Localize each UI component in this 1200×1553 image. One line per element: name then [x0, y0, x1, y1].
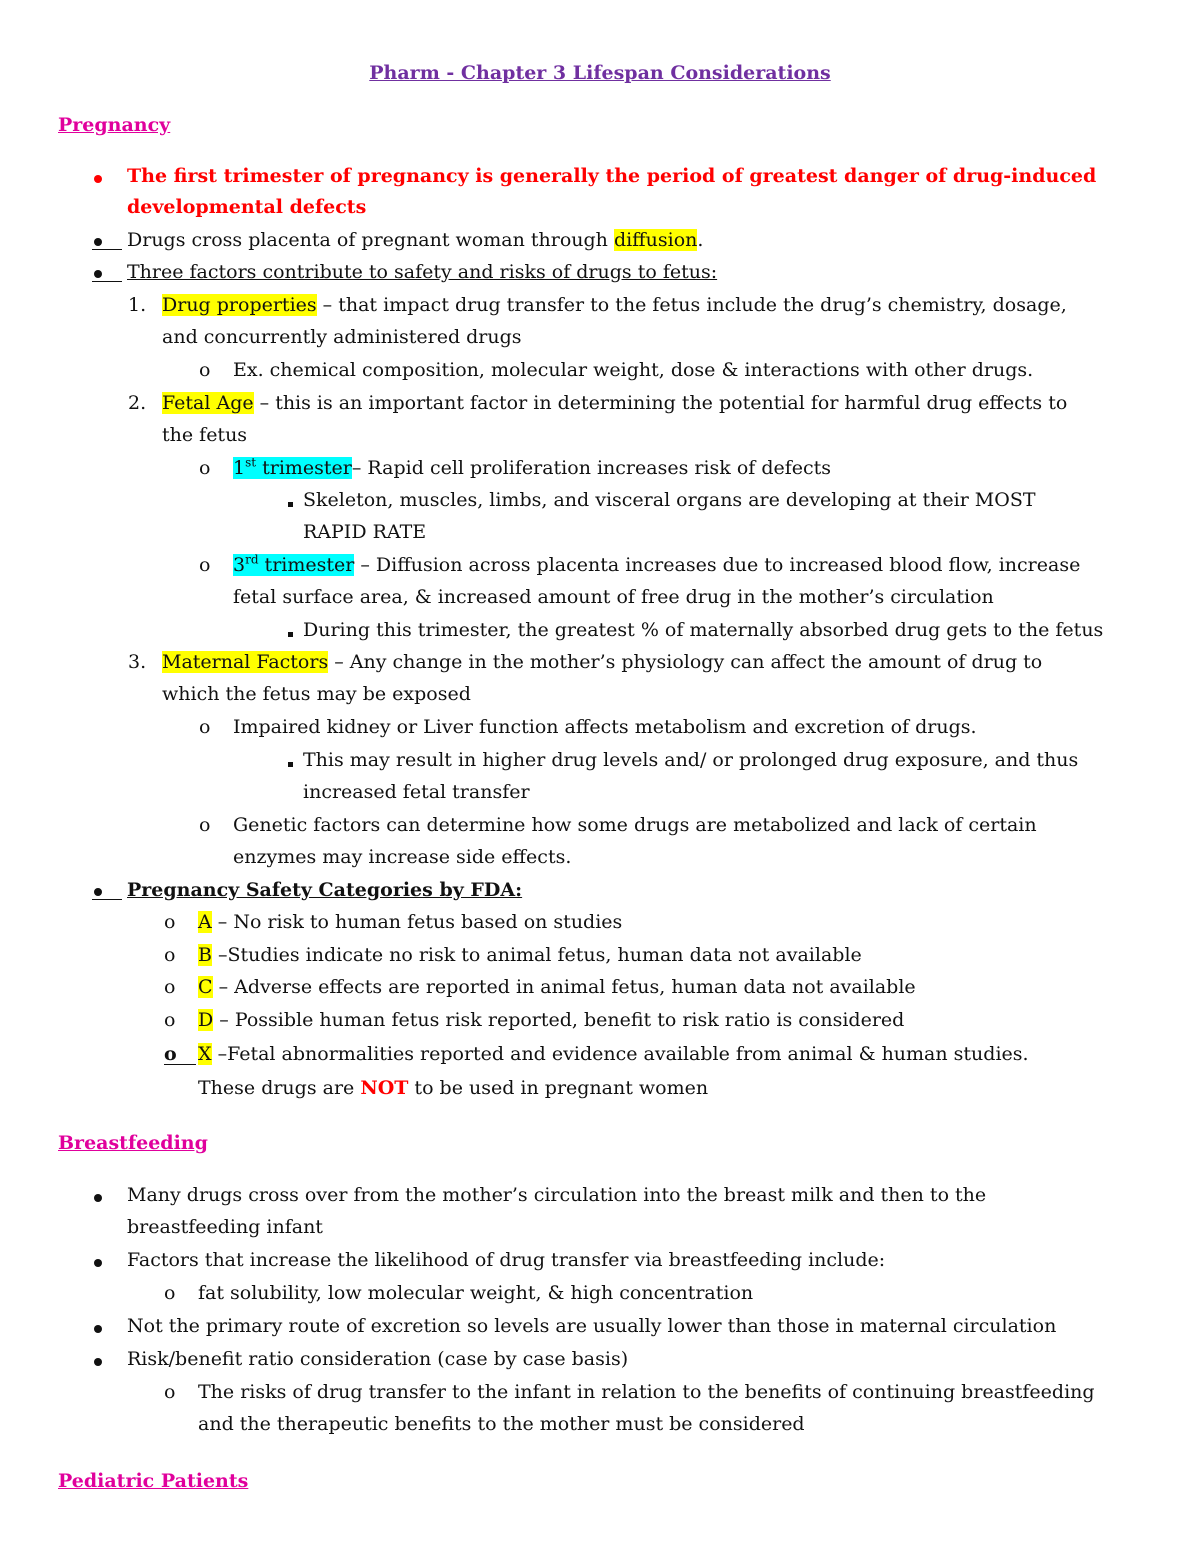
section-heading-pediatric: Pediatric Patients: [58, 1470, 249, 1492]
category-a: A – No risk to human fetus based on studies: [198, 911, 623, 933]
bullet-marker: [92, 227, 122, 250]
sub-item-first-trimester: 1st trimester– Rapid cell proliferation increases risk of defects: [233, 455, 832, 479]
bullet-first-trimester-line2: developmental defects: [127, 196, 367, 218]
list-number: 3.: [128, 651, 147, 673]
sub-marker: o: [199, 716, 211, 738]
fda-categories-heading: Pregnancy Safety Categories by FDA:: [127, 879, 523, 901]
sub-marker: o: [164, 1282, 176, 1304]
sub-item-third-trimester-line1: 3rd trimester – Diffusion across placenta increases due to increased blood flow, increase: [233, 552, 1081, 576]
category-c: C – Adverse effects are reported in animal fetus, human data not available: [198, 976, 916, 998]
sub-item-kidney-liver: Impaired kidney or Liver function affects metabolism and excretion of drugs.: [233, 716, 977, 738]
item-fetal-age-line2: the fetus: [162, 424, 248, 446]
item-drug-properties-line2: and concurrently administered drugs: [162, 326, 522, 348]
sub-marker: o: [199, 554, 211, 576]
category-b: B –Studies indicate no risk to animal fetus, human data not available: [198, 944, 862, 966]
bullet-marker: [94, 1313, 102, 1341]
section-heading-breastfeeding: Breastfeeding: [58, 1132, 208, 1154]
sub-item-genetic-factors-line1: Genetic factors can determine how some drugs are metabolized and lack of certain: [233, 814, 1037, 836]
list-number: 1.: [128, 294, 147, 316]
bf-sub-fat-solubility: fat solubility, low molecular weight, & high concentration: [198, 1282, 754, 1304]
bullet-marker: [94, 1182, 102, 1210]
item-maternal-factors-line1: Maternal Factors – Any change in the mother’s physiology can affect the amount of drug to: [162, 651, 1043, 673]
category-x-line2: These drugs are NOT to be used in pregnant women: [198, 1077, 709, 1099]
category-x-line1: X –Fetal abnormalities reported and evidence available from animal & human studies.: [198, 1043, 1029, 1065]
bullet-placenta-diffusion: Drugs cross placenta of pregnant woman through diffusion.: [127, 229, 704, 251]
square-bullet: [288, 747, 293, 775]
bf-bullet-not-primary-route: Not the primary route of excretion so levels are usually lower than those in maternal circulation: [127, 1315, 1057, 1337]
sub-marker: o: [164, 976, 176, 998]
bf-bullet-factors: Factors that increase the likelihood of drug transfer via breastfeeding include:: [127, 1249, 886, 1271]
bf-bullet-cross-over-line2: breastfeeding infant: [127, 1216, 323, 1238]
sub-marker: o: [164, 1040, 196, 1065]
sub-marker: o: [164, 944, 176, 966]
bullet-marker: [92, 877, 122, 900]
bf-sub-risks-line1: The risks of drug transfer to the infant in relation to the benefits of continuing breastfeeding: [198, 1381, 1095, 1403]
square-bullet: [288, 487, 293, 515]
detail-third-trimester: During this trimester, the greatest % of maternally absorbed drug gets to the fetus: [303, 619, 1104, 641]
detail-first-trimester-line2: RAPID RATE: [303, 521, 427, 543]
bullet-first-trimester-line1: The first trimester of pregnancy is generally the period of greatest danger of drug-induced: [127, 165, 1097, 187]
bf-bullet-cross-over-line1: Many drugs cross over from the mother’s circulation into the breast milk and then to the: [127, 1184, 987, 1206]
sub-item-third-trimester-line2: fetal surface area, & increased amount of free drug in the mother’s circulation: [233, 586, 994, 608]
detail-higher-drug-levels-line2: increased fetal transfer: [303, 781, 530, 803]
bullet-three-factors: Three factors contribute to safety and risks of drugs to fetus:: [127, 261, 718, 283]
document-title: Pharm - Chapter 3 Lifespan Considerations: [369, 62, 831, 84]
sub-marker: o: [164, 1381, 176, 1403]
category-d: D – Possible human fetus risk reported, benefit to risk ratio is considered: [198, 1009, 905, 1031]
list-number: 2.: [128, 392, 147, 414]
item-fetal-age-line1: Fetal Age – this is an important factor in determining the potential for harmful drug effects to: [162, 392, 1068, 414]
sub-marker: o: [199, 457, 211, 479]
sub-item-genetic-factors-line2: enzymes may increase side effects.: [233, 846, 572, 868]
section-heading-pregnancy: Pregnancy: [58, 114, 171, 136]
bullet-marker: [94, 1346, 102, 1374]
item-drug-properties-line1: Drug properties – that impact drug transfer to the fetus include the drug’s chemistry, dosage,: [162, 294, 1067, 316]
detail-first-trimester-line1: Skeleton, muscles, limbs, and visceral organs are developing at their MOST: [303, 489, 1036, 511]
bf-bullet-risk-benefit: Risk/benefit ratio consideration (case by case basis): [127, 1348, 629, 1370]
sub-item-drug-properties-example: Ex. chemical composition, molecular weight, dose & interactions with other drugs.: [233, 359, 1034, 381]
bullet-marker: [92, 259, 122, 282]
bullet-marker: [94, 163, 102, 191]
bf-sub-risks-line2: and the therapeutic benefits to the mother must be considered: [198, 1413, 805, 1435]
square-bullet: [288, 617, 293, 645]
item-maternal-factors-line2: which the fetus may be exposed: [162, 683, 471, 705]
sub-marker: o: [199, 359, 211, 381]
bullet-marker: [94, 1247, 102, 1275]
detail-higher-drug-levels-line1: This may result in higher drug levels and/ or prolonged drug exposure, and thus: [303, 749, 1079, 771]
sub-marker: o: [164, 911, 176, 933]
sub-marker: o: [199, 814, 211, 836]
sub-marker: o: [164, 1009, 176, 1031]
